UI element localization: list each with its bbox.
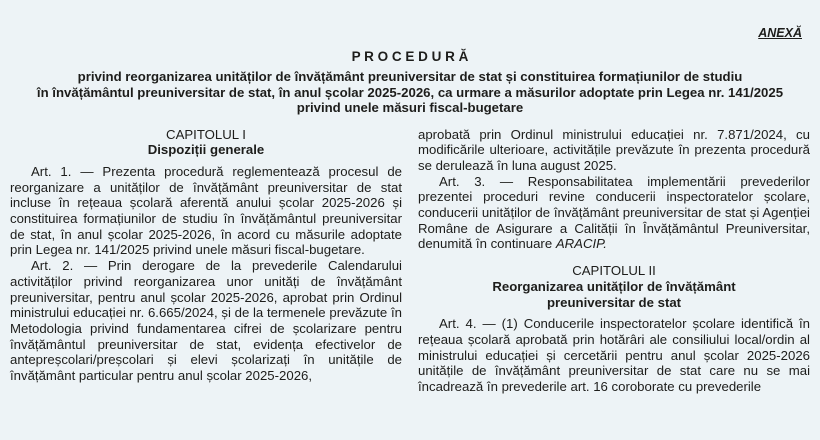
two-column-body — [10, 127, 810, 395]
article-4-paragraph: Art. 4. — (1) Conducerile inspectoratelor școlare identifică în rețeaua școlară aprobată prin hotărâri ale consiliului local/ordin al ministrului educației și cercetării pentru anul școlar 2025-2026 unitățile de învățământ preuniversitar de stat care nu se mai încadrează în prevederile art. 16 coroborate cu prevederile — [418, 316, 810, 395]
chapter-2-label: CAPITOLUL II — [572, 263, 656, 279]
article-3-text: Art. 3. — Responsabilitatea implementării prevederilor prezentei proceduri revine conducerii inspectoratelor școlare, conducerii unităților de învățământ preuniversitar de stat și Agenției Române de Asigurare a Calității în Învățământul Preuniversitar, denumită în continuare — [418, 173, 810, 252]
subtitle-line-1: privind reorganizarea unităților de învățământ preuniversitar de stat și constituirea formațiunilor de studiu — [77, 69, 743, 84]
right-column — [418, 127, 810, 395]
article-3-paragraph — [418, 174, 810, 253]
document-title: P R O C E D U R Ă — [351, 49, 469, 64]
article-1-paragraph: Art. 1. — Prezenta procedură reglementează procesul de reorganizare a unităților de învățământ preuniversitar de stat incluse în rețeaua școlară aferentă anului școlar 2025-2026 și constituirea formațiunilor de studiu în învățământul preuniversitar de stat, în anul școlar 2025-2026, în acord cu măsurile adoptate prin Legea nr. 141/2025 privind unele măsuri fiscal-bugetare. — [10, 163, 402, 258]
article-2-continuation-paragraph: aprobată prin Ordinul ministrului educației nr. 7.871/2024, cu modificările ulterioare, activitățile prevăzute în prezenta procedură se derulează în luna august 2025. — [418, 126, 810, 173]
chapter-1-label: CAPITOLUL I — [166, 126, 246, 142]
chapter-2-title-line-2: preuniversitar de stat — [546, 294, 682, 310]
subtitle-line-3: privind unele măsuri fiscal-bugetare — [296, 100, 524, 115]
chapter-1-title: Dispoziții generale — [147, 142, 265, 158]
article-3-aracip-italic: ARACIP. — [555, 236, 607, 252]
subtitle-line-2: în învățământul preuniversitar de stat, în anul școlar 2025-2026, ca urmare a măsurilor adoptate prin Legea nr. 141/2025 — [36, 84, 784, 100]
chapter-2-title-line-1: Reorganizarea unităților de învățământ — [492, 278, 736, 294]
left-column — [10, 127, 402, 395]
chapter-2-title — [418, 279, 810, 310]
article-2-paragraph: Art. 2. — Prin derogare de la prevederile Calendarului activităților privind reorganizarea unor unități de învățământ preuniversitar, pentru anul școlar 2025-2026, aprobat prin Ordinul ministrului educației nr. 6.665/2024, și de la termenele prevăzute în Metodologia privind fundamentarea cifrei de școlarizare pentru învățământul preuniversitar de stat, evidența efectivelor de antepreșcolari/preșcolari și elevi școlarizați în unitățile de învățământ particular pentru anul școlar 2025-2026, — [10, 258, 402, 384]
document-subtitle — [10, 69, 810, 116]
annex-label: ANEXĂ — [758, 26, 802, 40]
